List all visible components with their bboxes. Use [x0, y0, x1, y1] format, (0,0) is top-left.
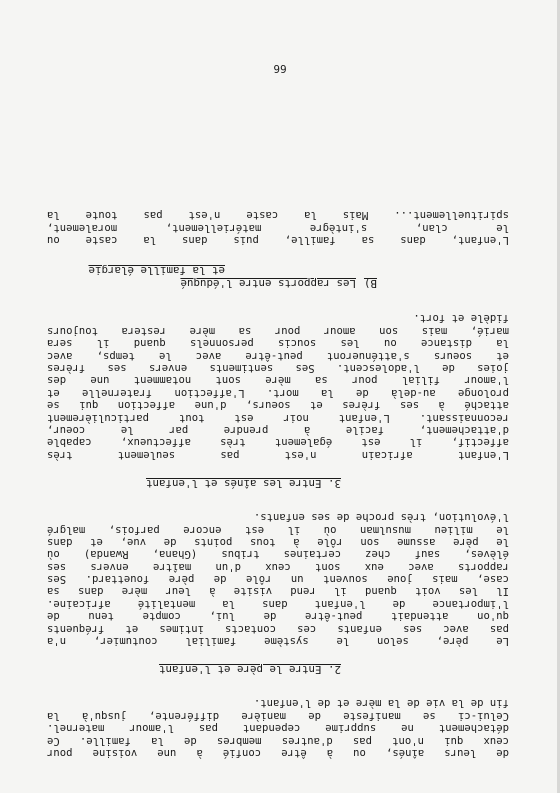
page-body — [47, 209, 509, 759]
text-line: rapports avec eux sont ceux d'un maître envers ses — [47, 560, 509, 573]
text-line: le clan, s'intègre matériellement, moralement, — [47, 221, 509, 234]
text-line: élèves, sauf chez certaines tribus (Ghana, Rwanda) où — [47, 548, 509, 561]
section-b-heading-line2: et la famille élargie — [88, 264, 225, 278]
text-line: fidèle et fort. — [413, 312, 509, 325]
text-line: prolonge au-delà de la mort. L'affection fraternelle et — [47, 386, 509, 399]
text-line: ceux qui n'ont pas d'autres membres de la famille. Ce — [47, 734, 509, 747]
text-line: L'enfant, dans sa famille, puis dans la caste ou — [47, 234, 509, 247]
text-line: détachement ne supprime cependant pas l'amour maternel. — [47, 722, 509, 735]
text-line: Le père, selon le système familial coutumier, n'a — [47, 635, 509, 648]
section-2-heading: 2. Entre le père et l'enfant — [158, 663, 341, 677]
section-3-heading: 3. Entre les aînés et l'enfant — [145, 476, 341, 490]
text-line: Celui-ci se manifeste de manière différente, jusqu'à la — [47, 709, 509, 722]
text-line: affectif, il est également très affectueux, capable — [47, 436, 509, 449]
text-line: joies de l'adolescent. Ses sentiments envers ses frères — [47, 362, 509, 375]
text-line: spirituellement... Mais la caste n'est pas toute la — [47, 209, 509, 222]
text-line: le milieu musulman où il est encore parfois, malgré — [47, 523, 509, 536]
text-line: d'attachement, facile à prendre par le coeur, — [47, 423, 509, 436]
section-b-label: B) — [363, 277, 377, 291]
section-b-paragraph — [47, 209, 509, 246]
text-line: la distance ou les soucis personnels quand il sera — [47, 337, 509, 350]
text-line: le père assume son rôle à tous points de vue, et dans — [47, 535, 509, 548]
section-3-paragraph — [47, 312, 509, 461]
text-line: l'amour filial pour sa mère sont notamment une des — [47, 374, 509, 387]
text-line: L'enfant africain n'est pas seulement très — [47, 448, 509, 461]
text-line: attaché à ses frères et soeurs, d'une affection qui se — [47, 399, 509, 412]
section-b-heading — [47, 264, 377, 290]
text-line: reconnaissant. L'enfant noir est tout particulièrement — [47, 411, 509, 424]
section-2-paragraph — [47, 511, 509, 647]
text-line: l'importance de l'enfant dans la mentalité africaine. — [47, 597, 509, 610]
intro-paragraph — [47, 697, 509, 759]
text-line: qu'on attendait peut-être de lui, compte tenu de — [47, 610, 509, 623]
text-line: de leurs aînés, ou à être confié à une voisine pour — [47, 747, 509, 759]
text-line: l'évolution, très proche de ses enfants. — [253, 511, 509, 524]
text-line: pas avec ses enfants ces contacts intimes et fréquents — [47, 622, 509, 635]
text-line: fin de la vie de la mère et de l'enfant. — [253, 697, 509, 710]
section-b-heading-line1: Les rapports entre l'éduqué — [180, 277, 356, 291]
text-line: marié, mais son amour pour sa mère restera toujours — [47, 324, 509, 337]
text-line: case, mais joue souvent un rôle de père fouettard. Ses — [47, 573, 509, 586]
text-line: Il les voit quand il rend visite à leur mère dans sa — [47, 585, 509, 598]
page-number: 66 — [273, 62, 287, 75]
text-line: et soeurs s'atténueront peut-être avec le temps, avec — [47, 349, 509, 362]
